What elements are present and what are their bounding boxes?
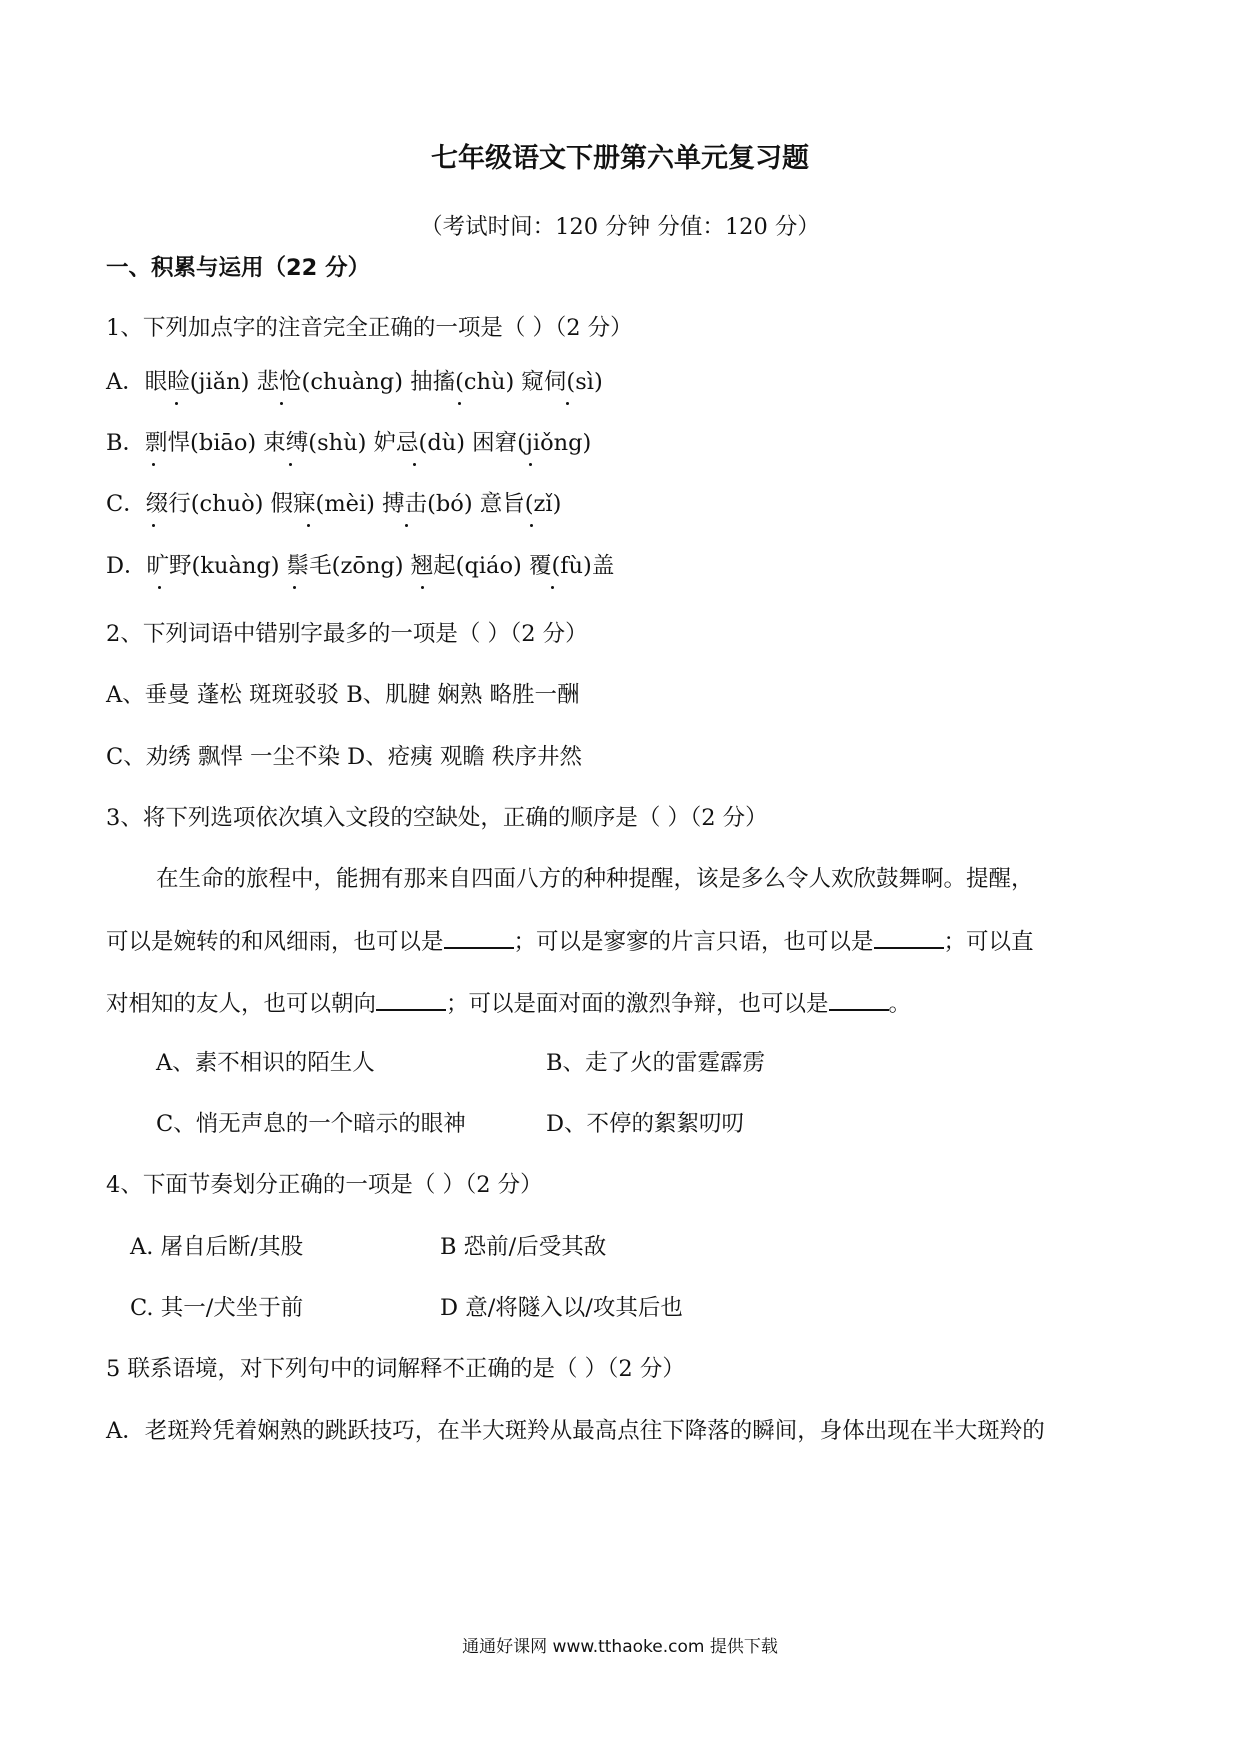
section-heading: 一、积累与运用（22 分）: [106, 255, 371, 281]
question-2-stem: 2、下列词语中错别字最多的一项是（ ）（2 分）: [106, 621, 588, 647]
emphasis-dot: [405, 524, 408, 527]
question-3-passage-line-2: [106, 925, 1034, 957]
emphasis-dot: [458, 402, 461, 405]
question-4-option-c: C. 其一/犬坐于前: [130, 1295, 304, 1321]
emphasis-dot: [175, 402, 178, 405]
page-footer: 通通好课网 www.tthaoke.com 提供下载: [462, 1637, 778, 1657]
question-3-option-b: B、走了火的雷霆霹雳: [546, 1050, 766, 1076]
emphasis-dot: [158, 586, 161, 589]
emphasis-dot: [289, 463, 292, 466]
question-2-options-row-2: C、劝绣 飘悍 一尘不染 D、疮痍 观瞻 秩序井然: [106, 744, 583, 770]
passage-text: ；可以是寥寥的片言只语，也可以是: [513, 929, 874, 955]
emphasis-dot: [293, 586, 296, 589]
fill-blank: [829, 987, 889, 1011]
passage-text: 可以是婉转的和风细雨，也可以是: [106, 929, 444, 955]
question-3-stem: 3、将下列选项依次填入文段的空缺处，正确的顺序是（ ）（2 分）: [106, 805, 768, 831]
question-3-passage-line-3: [106, 987, 911, 1019]
question-4-option-a: A. 屠自后断/其股: [130, 1234, 304, 1260]
emphasis-dot: [530, 524, 533, 527]
question-1-option-b: B．剽悍(biāo) 束缚(shù) 妒忌(dù) 困窘(jiǒng): [106, 430, 592, 456]
passage-text: ；可以是面对面的激烈争辩，也可以是: [446, 991, 829, 1017]
question-5-option-a: A．老斑羚凭着娴熟的跳跃技巧，在半大斑羚从最高点往下降落的瞬间，身体出现在半大斑羚的: [106, 1418, 1045, 1444]
exam-info: （考试时间：120 分钟 分值：120 分）: [420, 214, 820, 240]
passage-text: ；可以直: [943, 929, 1034, 955]
question-5-stem: 5 联系语境，对下列句中的词解释不正确的是（ ）（2 分）: [106, 1356, 685, 1382]
emphasis-dot: [152, 524, 155, 527]
question-3-passage-line-1: 在生命的旅程中，能拥有那来自四面八方的种种提醒，该是多么令人欢欣鼓舞啊。提醒，: [156, 866, 1034, 892]
emphasis-dot: [421, 586, 424, 589]
fill-blank: [444, 925, 514, 949]
passage-text: 对相知的友人，也可以朝向: [106, 991, 377, 1017]
passage-text: 。: [888, 991, 912, 1017]
emphasis-dot: [307, 524, 310, 527]
page-title: 七年级语文下册第六单元复习题: [431, 143, 809, 174]
emphasis-dot: [566, 402, 569, 405]
fill-blank: [874, 925, 944, 949]
fill-blank: [376, 987, 446, 1011]
emphasis-dot: [152, 463, 155, 466]
question-2-options-row-1: A、垂曼 蓬松 斑斑驳驳 B、肌腱 娴熟 略胜一酬: [106, 682, 580, 708]
emphasis-dot: [529, 463, 532, 466]
question-1-option-d: D．旷野(kuàng) 鬃毛(zōng) 翘起(qiáo) 覆(fù)盖: [106, 553, 615, 579]
emphasis-dot: [280, 402, 283, 405]
question-4-stem: 4、下面节奏划分正确的一项是（ ）（2 分）: [106, 1172, 543, 1198]
emphasis-dot: [413, 463, 416, 466]
question-1-option-a: A．眼睑(jiǎn) 悲怆(chuàng) 抽搐(chù) 窥伺(sì): [106, 369, 603, 395]
question-4-option-d: D 意/将隧入以/攻其后也: [440, 1295, 683, 1321]
question-3-option-d: D、不停的絮絮叨叨: [546, 1111, 745, 1137]
question-3-option-c: C、悄无声息的一个暗示的眼神: [156, 1111, 466, 1137]
question-3-option-a: A、素不相识的陌生人: [156, 1050, 375, 1076]
emphasis-dot: [551, 586, 554, 589]
question-1-option-c: C．缀行(chuò) 假寐(mèi) 搏击(bó) 意旨(zǐ): [106, 491, 562, 517]
question-4-option-b: B 恐前/后受其敌: [440, 1234, 607, 1260]
question-1-stem: 1、下列加点字的注音完全正确的一项是（ ）（2 分）: [106, 315, 633, 341]
